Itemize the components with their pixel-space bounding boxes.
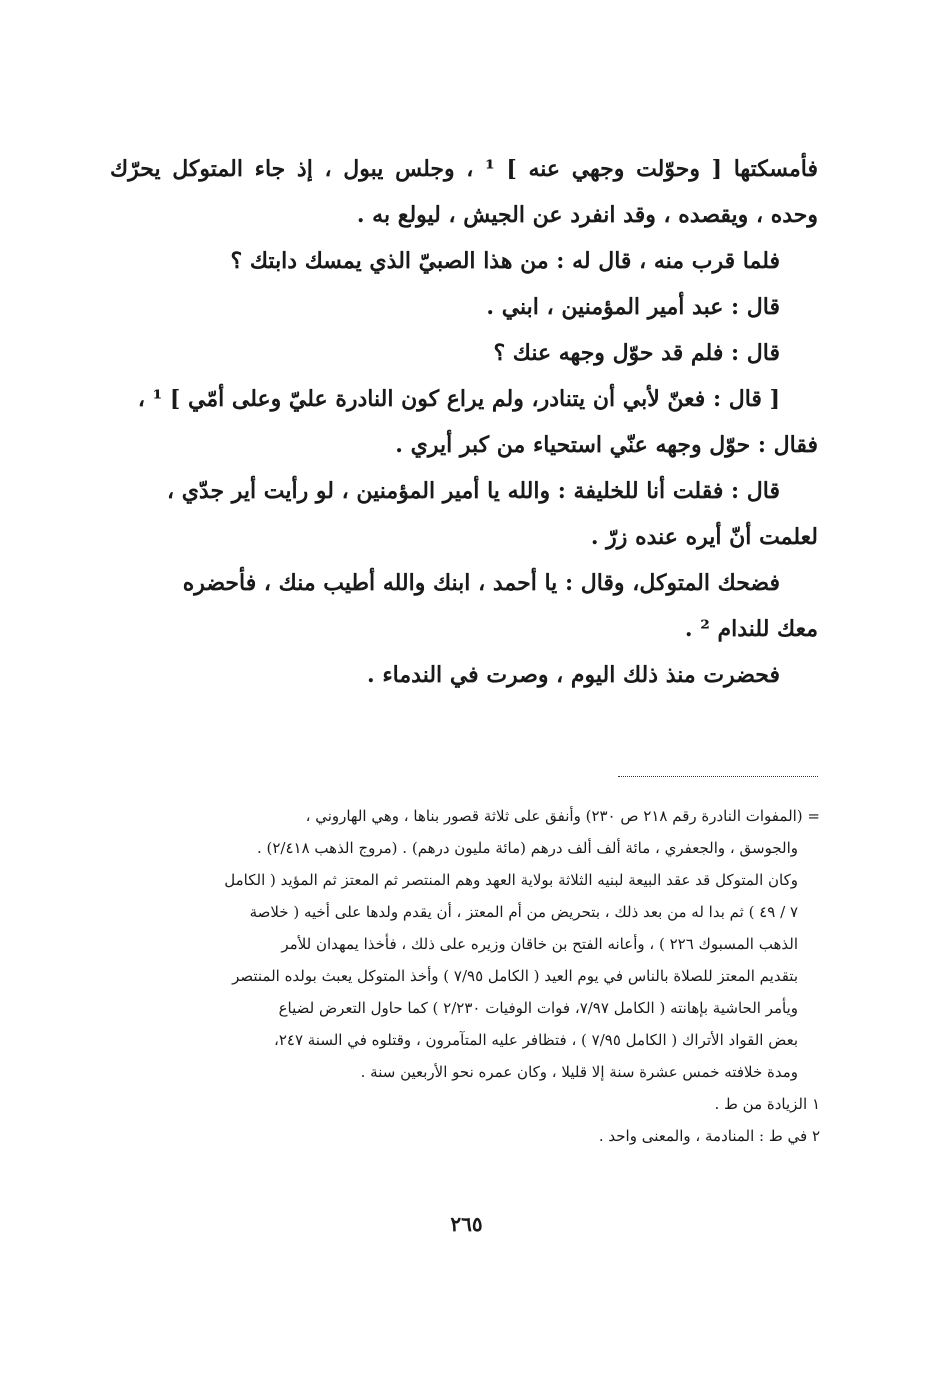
footnote-line: بتقديم المعتز للصلاة بالناس في يوم العيد ( الكامل ٧/٩٥ ) وأخذ المتوكل يعبث بولده المنتصر <box>232 967 798 985</box>
footnote-divider <box>618 776 818 777</box>
footnote-2: ٢ في ط : المنادمة ، والمعنى واحد . <box>598 1127 820 1145</box>
text-line: لعلمت أنّ أيره عنده زرّ . <box>590 524 818 550</box>
footnote-line: ويأمر الحاشية بإهانته ( الكامل ٧/٩٧، فوات الوفيات ٢/٢٣٠ ) كما حاول التعرض لضياع <box>278 999 798 1017</box>
footnote-line: وكان المتوكل قد عقد البيعة لبنيه الثلاثة بولاية العهد وهم المنتصر ثم المعتز ثم المؤيد ( الكامل <box>224 871 798 889</box>
text-line: قال : عبد أمير المؤمنين ، ابني . <box>486 294 780 320</box>
text-line: فلما قرب منه ، قال له : من هذا الصبيّ الذي يمسك دابتك ؟ <box>230 248 780 274</box>
page-number: ٢٦٥ <box>450 1212 483 1236</box>
footnote-line: والجوسق ، والجعفري ، مائة ألف ألف درهم (مائة مليون درهم) . (مروج الذهب ٢/٤١٨) . <box>256 839 798 857</box>
text-line: فحضرت منذ ذلك اليوم ، وصرت في الندماء . <box>367 662 780 688</box>
footnote-line: = (المفوات النادرة رقم ٢١٨ ص ٢٣٠) وأنفق على ثلاثة قصور بناها ، وهي الهاروني ، <box>305 807 820 825</box>
text-line: فقال : حوّل وجهه عنّي استحياء من كبر أيري . <box>395 432 818 458</box>
text-line: وحده ، ويقصده ، وقد انفرد عن الجيش ، ليولع به . <box>356 202 818 228</box>
text-line: [ قال : فعنّ لأبي أن يتنادر، ولم يراع كون النادرة عليّ وعلى أمّي ] ¹ ، <box>137 386 780 412</box>
text-line: قال : فلم قد حوّل وجهه عنك ؟ <box>493 340 780 366</box>
footnote-1: ١ الزيادة من ط . <box>714 1095 820 1113</box>
footnote-line: بعض القواد الأتراك ( الكامل ٧/٩٥ ) ، فتظافر عليه المتآمرون ، وقتلوه في السنة ٢٤٧، <box>273 1031 798 1049</box>
main-text-block <box>110 146 818 698</box>
text-line: قال : فقلت أنا للخليفة : والله يا أمير المؤمنين ، لو رأيت أير جدّي ، <box>166 478 780 504</box>
text-line: معك للندام ² . <box>684 616 818 642</box>
footnote-line: ٧ / ٤٩ ) ثم بدا له من بعد ذلك ، بتحريض من أم المعتز ، أن يقدم ولدها على أخيه ( خلاصة <box>249 903 798 921</box>
text-line: فأمسكتها [ وحوّلت وجهي عنه ] ¹ ، وجلس يبول ، إذ جاء المتوكل يحرّك <box>110 156 818 182</box>
footnote-line: ومدة خلافته خمس عشرة سنة إلا قليلا ، وكان عمره نحو الأربعين سنة . <box>360 1063 798 1081</box>
footnote-line: الذهب المسبوك ٢٢٦ ) ، وأعانه الفتح بن خاقان وزيره على ذلك ، فأخذا يمهدان للأمر <box>281 935 798 953</box>
footnotes-block <box>110 800 820 1152</box>
text-line: فضحك المتوكل، وقال : يا أحمد ، ابنك والله أطيب منك ، فأحضره <box>182 570 780 596</box>
